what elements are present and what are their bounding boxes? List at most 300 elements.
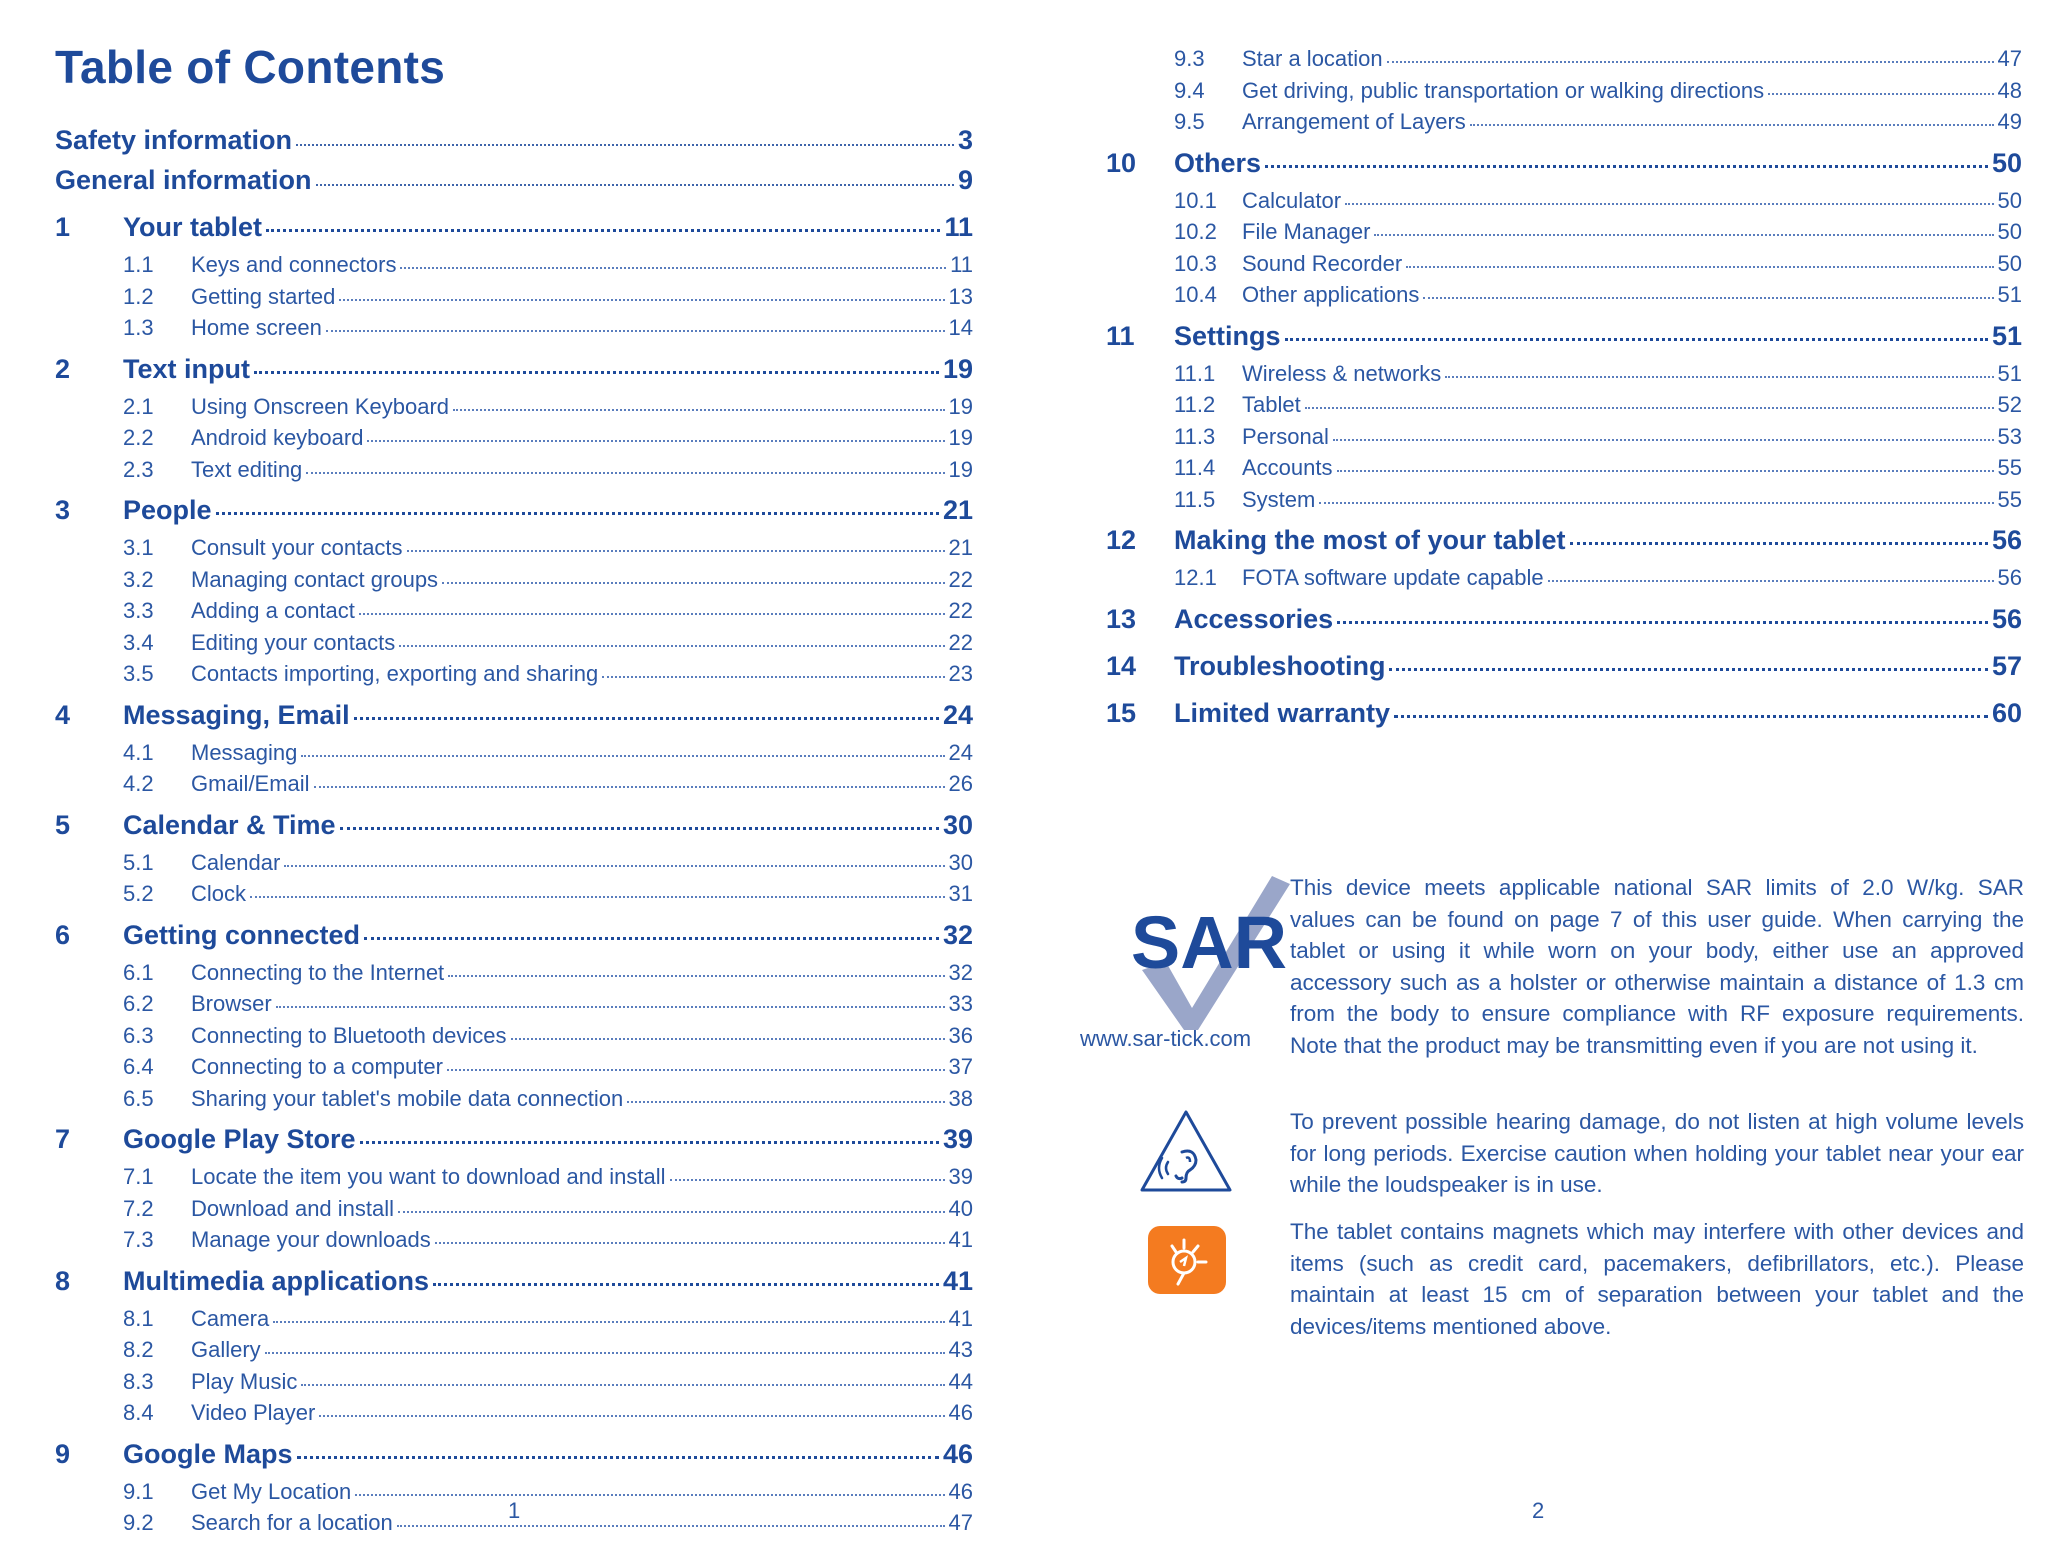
toc-page-number: 50: [1997, 219, 2022, 244]
toc-section-title: Editing your contacts: [191, 629, 396, 655]
toc-section-title: Video Player: [191, 1400, 316, 1425]
toc-section-title: Consult your contacts: [191, 535, 403, 560]
toc-section-number: 10.4: [1174, 282, 1217, 307]
toc-page-number: 60: [1991, 697, 2022, 728]
toc-page-number: 56: [1991, 525, 2022, 555]
toc-subsection-row[interactable]: [55, 598, 973, 630]
toc-page-number: 22: [948, 598, 973, 623]
toc-section-title: Manage your downloads: [191, 1227, 431, 1252]
toc-section-number: 10: [1106, 147, 1137, 178]
toc-subsection-row[interactable]: [55, 1369, 973, 1401]
toc-section-title: Calculator: [1242, 187, 1342, 213]
sar-logo-text: SAR: [1130, 901, 1288, 984]
toc-leader-dots: [340, 826, 939, 830]
toc-chapter-row[interactable]: [55, 1124, 973, 1164]
toc-section-title: Google Maps: [123, 1438, 293, 1469]
toc-leader-dots: [1548, 579, 1994, 582]
toc-leader-dots: [297, 1455, 939, 1459]
toc-subsection-row[interactable]: [1106, 188, 2022, 220]
toc-page-number: 14: [948, 315, 973, 340]
toc-section-title: Star a location: [1242, 46, 1383, 71]
toc-page-number: 11: [950, 252, 973, 277]
toc-section-title: Download and install: [191, 1195, 395, 1221]
toc-page-number: 3: [957, 125, 973, 155]
toc-leader-dots: [1768, 92, 1993, 95]
toc-leader-dots: [301, 754, 944, 757]
toc-leader-dots: [276, 1005, 945, 1008]
toc-subsection-row[interactable]: [55, 394, 973, 426]
toc-page-number: 50: [1997, 250, 2022, 276]
toc-section-title: Search for a location: [191, 1510, 393, 1535]
toc-leader-dots: [1345, 202, 1993, 205]
toc-section-number: 10.1: [1174, 187, 1217, 213]
toc-section-number: 8.4: [123, 1400, 154, 1425]
toc-subsection-row[interactable]: [55, 1164, 973, 1196]
toc-section-number: 5.1: [123, 849, 154, 875]
toc-page-number: 9: [957, 165, 973, 195]
toc-leader-dots: [326, 329, 945, 332]
toc-chapter-row[interactable]: [1106, 604, 2022, 644]
toc-subsection-row[interactable]: [55, 960, 973, 992]
toc-section-title: Home screen: [191, 315, 322, 340]
toc-section-title: Settings: [1174, 320, 1281, 351]
toc-leader-dots: [398, 1210, 944, 1213]
toc-page-number: 21: [948, 535, 973, 560]
toc-subsection-row[interactable]: [1106, 487, 2022, 519]
toc-section-number: 2: [55, 353, 71, 384]
toc-chapter-row[interactable]: [1106, 698, 2022, 738]
toc-chapter-row[interactable]: [55, 212, 973, 252]
toc-chapter-row[interactable]: [55, 354, 973, 394]
toc-page-number: 53: [1997, 423, 2022, 449]
toc-section-title: Text editing: [191, 456, 303, 482]
toc-page-number: 13: [948, 283, 973, 309]
toc-page-number: 57: [1991, 650, 2022, 681]
toc-section-number: 11.3: [1174, 423, 1216, 449]
hearing-warning-icon: [1138, 1108, 1234, 1194]
toc-section-number: 3.4: [123, 629, 154, 655]
toc-leader-dots: [354, 716, 939, 720]
toc-section-title: Sound Recorder: [1242, 250, 1403, 276]
toc-leader-dots: [1389, 667, 1987, 671]
toc-section-title: Connecting to Bluetooth devices: [191, 1022, 507, 1048]
toc-subsection-row[interactable]: [1106, 109, 2022, 141]
toc-page-number: 51: [1997, 360, 2022, 386]
toc-section-number: 1.2: [123, 283, 154, 309]
toc-subsection-row[interactable]: [1106, 565, 2022, 597]
toc-leader-dots: [397, 1524, 945, 1527]
toc-section-number: 10.3: [1174, 250, 1217, 276]
toc-section-number: 12.1: [1174, 565, 1217, 590]
toc-leader-dots: [1374, 233, 1993, 236]
toc-section-number: 9.1: [123, 1478, 154, 1504]
toc-page-number: 19: [948, 393, 973, 419]
page-number: 2: [1532, 1498, 1545, 1523]
toc-chapter-row[interactable]: [55, 495, 973, 535]
toc-subsection-row[interactable]: [55, 457, 973, 489]
right-page: [1024, 0, 2048, 1563]
toc-subsection-row[interactable]: [55, 850, 973, 882]
toc-section-title: Adding a contact: [191, 598, 355, 623]
toc-chapter-row[interactable]: [55, 1266, 973, 1306]
toc-section-title: Messaging, Email: [123, 699, 350, 730]
toc-leader-dots: [1285, 337, 1988, 341]
toc-subsection-row[interactable]: [55, 535, 973, 567]
toc-leader-dots: [448, 974, 944, 977]
toc-section-number: 9.2: [123, 1510, 154, 1535]
page-title: Table of Contents: [55, 41, 446, 93]
toc-leader-dots: [1423, 296, 1993, 299]
toc-leader-dots: [367, 439, 944, 442]
toc-section-title: Sharing your tablet's mobile data connection: [191, 1085, 624, 1111]
toc-section-number: 1.1: [123, 252, 154, 277]
toc-section-title: Managing contact groups: [191, 566, 439, 592]
toc-page-number: 11: [944, 212, 973, 242]
toc-page-number: 32: [942, 919, 973, 950]
toc-section-number: 8.1: [123, 1305, 154, 1331]
toc-section-title: Connecting to the Internet: [191, 959, 445, 985]
toc-leader-dots: [1394, 714, 1988, 718]
toc-section-number: 6.1: [123, 959, 154, 985]
toc-section-number: 5.2: [123, 881, 154, 906]
toc-page-number: 46: [948, 1478, 973, 1504]
toc-section-number: 6.2: [123, 991, 154, 1016]
hearing-notice: To prevent possible hearing damage, do not listen at high volume levels for long periods. Exercise caution when holding your tablet near your ear while the loudspeaker is in use.: [1290, 1109, 2024, 1197]
toc-section-title: Your tablet: [123, 212, 263, 242]
toc-subsection-row[interactable]: [55, 425, 973, 457]
toc-leader-dots: [339, 298, 944, 301]
toc-chapter-row[interactable]: [55, 700, 973, 740]
toc-section-number: 15: [1106, 697, 1137, 728]
toc-leader-dots: [250, 895, 945, 898]
toc-page-number: 23: [948, 661, 973, 686]
toc-section-title: Using Onscreen Keyboard: [191, 393, 450, 419]
toc-subsection-row[interactable]: [55, 771, 973, 803]
toc-subsection-row[interactable]: [1106, 251, 2022, 283]
toc-leader-dots: [453, 408, 944, 411]
toc-section-number: 7.3: [123, 1227, 154, 1252]
toc-page-number: 55: [1997, 486, 2022, 512]
toc-page-number: 50: [1991, 147, 2022, 178]
toc-section-number: 11.5: [1174, 486, 1216, 512]
toc-section-number: 11.2: [1174, 392, 1216, 417]
toc-section-title: Calendar: [191, 849, 281, 875]
toc-leader-dots: [447, 1068, 945, 1071]
toc-chapter-row[interactable]: [1106, 321, 2022, 361]
toc-page-number: 33: [948, 991, 973, 1016]
toc-page-number: 46: [948, 1400, 973, 1425]
toc-section-title: Safety information: [55, 125, 293, 155]
toc-leader-dots: [433, 1282, 939, 1286]
toc-page-number: 24: [948, 739, 973, 765]
toc-chapter-row[interactable]: [55, 1439, 973, 1479]
toc-leader-dots: [1337, 620, 1988, 624]
toc-leader-dots: [1445, 375, 1993, 378]
toc-chapter-row[interactable]: [55, 920, 973, 960]
toc-subsection-row[interactable]: [1106, 282, 2022, 314]
toc-subsection-row[interactable]: [55, 661, 973, 693]
toc-page-number: 51: [1997, 282, 2022, 307]
toc-section-title: People: [123, 495, 212, 525]
toc-section-number: 8: [55, 1265, 71, 1296]
toc-page-number: 19: [948, 456, 973, 482]
toc-section-title: Get My Location: [191, 1478, 352, 1504]
toc-section-number: 9.5: [1174, 109, 1205, 134]
toc-leader-dots: [216, 511, 939, 515]
toc-subsection-row[interactable]: [55, 991, 973, 1023]
toc-subsection-row[interactable]: [1106, 46, 2022, 78]
toc-leader-dots: [1333, 438, 1994, 441]
toc-section-number: 4.1: [123, 739, 154, 765]
toc-section-number: 6: [55, 919, 71, 950]
toc-chapter-row[interactable]: [1106, 148, 2022, 188]
toc-page-number: 51: [1991, 320, 2022, 351]
toc-section-title: Android keyboard: [191, 425, 364, 450]
toc-leader-dots: [1406, 265, 1993, 268]
toc-page-number: 49: [1997, 109, 2022, 134]
toc-subsection-row[interactable]: [55, 315, 973, 347]
toc-section-number: 7.2: [123, 1195, 154, 1221]
toc-section-title: Accessories: [1174, 603, 1334, 634]
toc-page-number: 52: [1997, 392, 2022, 417]
toc-section-number: 9: [55, 1438, 71, 1469]
toc-section-title: Google Play Store: [123, 1124, 356, 1154]
toc-list-left: [55, 125, 973, 1542]
toc-page-number: 46: [942, 1438, 973, 1469]
toc-section-title: Play Music: [191, 1368, 298, 1394]
toc-section-number: 2.3: [123, 456, 154, 482]
toc-leader-dots: [306, 471, 944, 474]
toc-subsection-row[interactable]: [1106, 455, 2022, 487]
toc-subsection-row[interactable]: [55, 1306, 973, 1338]
toc-section-title: Limited warranty: [1174, 697, 1391, 728]
toc-page-number: 40: [948, 1195, 973, 1221]
toc-section-number: 11.1: [1174, 360, 1216, 386]
toc-page-number: 31: [948, 881, 973, 906]
toc-page-number: 39: [948, 1164, 973, 1189]
toc-leader-dots: [407, 549, 945, 552]
toc-page-number: 56: [1991, 603, 2022, 634]
toc-leader-dots: [296, 143, 954, 146]
toc-section-number: 9.4: [1174, 77, 1205, 103]
toc-section-title: Getting connected: [123, 919, 361, 950]
toc-chapter-row[interactable]: [55, 810, 973, 850]
toc-leader-dots: [435, 1241, 945, 1244]
toc-page-number: 22: [948, 629, 973, 655]
toc-leader-dots: [359, 612, 945, 615]
toc-section-number: 8.2: [123, 1337, 154, 1362]
toc-section-title: File Manager: [1242, 219, 1371, 244]
toc-page-number: 50: [1997, 187, 2022, 213]
toc-leader-dots: [1305, 406, 1994, 409]
toc-section-number: 3.5: [123, 661, 154, 686]
toc-subsection-row[interactable]: [1106, 219, 2022, 251]
toc-section-number: 4.2: [123, 771, 154, 796]
toc-page-number: 37: [948, 1054, 973, 1079]
toc-page-number: 38: [948, 1085, 973, 1111]
toc-page-number: 48: [1997, 77, 2022, 103]
toc-section-number: 14: [1106, 650, 1137, 681]
toc-leader-dots: [319, 1414, 944, 1417]
toc-section-title: Accounts: [1242, 455, 1333, 480]
sar-url: www.sar-tick.com: [1080, 1026, 1252, 1051]
toc-list-right: [1106, 46, 2022, 738]
toc-section-number: 1.3: [123, 315, 154, 340]
toc-subsection-row[interactable]: [55, 284, 973, 316]
toc-leader-dots: [273, 1320, 944, 1323]
toc-leader-dots: [400, 266, 946, 269]
toc-section-title: Personal: [1242, 423, 1329, 449]
magnet-notice: The tablet contains magnets which may interfere with other devices and items (such as credit card, pacemakers, defibrillators, etc.). Please maintain at least 15 cm of separation between your tablet and the devices/items mentioned above.: [1290, 1219, 2024, 1339]
toc-leader-dots: [265, 1351, 945, 1354]
toc-subsection-row[interactable]: [55, 252, 973, 284]
toc-leader-dots: [627, 1100, 944, 1103]
toc-leader-dots: [284, 864, 944, 867]
toc-page-number: 30: [948, 849, 973, 875]
toc-section-number: 6.4: [123, 1054, 154, 1079]
toc-chapter-row[interactable]: [55, 165, 973, 205]
toc-leader-dots: [301, 1383, 944, 1386]
toc-leader-dots: [314, 785, 945, 788]
toc-section-title: Tablet: [1242, 392, 1301, 417]
toc-page-number: 39: [942, 1124, 973, 1154]
toc-section-title: Connecting to a computer: [191, 1054, 443, 1079]
toc-section-number: 3: [55, 495, 71, 525]
toc-page-number: 30: [942, 809, 973, 840]
toc-leader-dots: [254, 370, 939, 374]
toc-section-title: Wireless & networks: [1242, 360, 1442, 386]
toc-section-number: 11.4: [1174, 455, 1216, 480]
toc-page-number: 19: [948, 425, 973, 450]
toc-section-title: System: [1242, 486, 1316, 512]
toc-section-title: FOTA software update capable: [1242, 565, 1544, 590]
toc-section-title: Camera: [191, 1305, 270, 1331]
toc-section-number: 1: [55, 212, 71, 242]
toc-section-title: Gmail/Email: [191, 771, 310, 796]
toc-section-title: Arrangement of Layers: [1242, 109, 1466, 134]
toc-page-number: 24: [942, 699, 973, 730]
toc-page-number: 36: [948, 1022, 973, 1048]
toc-page-number: 47: [948, 1510, 973, 1535]
toc-section-number: 7.1: [123, 1164, 154, 1189]
toc-section-number: 4: [55, 699, 71, 730]
toc-subsection-row[interactable]: [55, 1400, 973, 1432]
toc-leader-dots: [1470, 123, 1994, 126]
toc-leader-dots: [266, 228, 940, 232]
toc-subsection-row[interactable]: [55, 1337, 973, 1369]
toc-chapter-row[interactable]: [55, 125, 973, 165]
sar-notice: This device meets applicable national SAR limits of 2.0 W/kg. SAR values can be found on page 7 of this user guide. When carrying the tablet or using it while worn on your body, either use an approved accessory such as a holster or otherwise maintain a distance of 1.3 cm from the body to ensure compliance with RF exposure requirements. Note that the product may be transmitting even if you are not using it.: [1290, 875, 2024, 1058]
toc-page-number: 19: [942, 353, 973, 384]
toc-leader-dots: [1387, 60, 1994, 63]
magnet-warning-icon: [1146, 1224, 1228, 1296]
toc-section-title: Gallery: [191, 1337, 261, 1362]
toc-leader-dots: [670, 1178, 945, 1181]
toc-chapter-row[interactable]: [1106, 651, 2022, 691]
toc-section-title: Clock: [191, 881, 247, 906]
toc-section-title: Making the most of your tablet: [1174, 525, 1566, 555]
toc-subsection-row[interactable]: [55, 567, 973, 599]
toc-leader-dots: [355, 1493, 944, 1496]
toc-section-title: Browser: [191, 991, 272, 1016]
toc-section-number: 5: [55, 809, 71, 840]
toc-subsection-row[interactable]: [1106, 361, 2022, 393]
toc-leader-dots: [602, 675, 944, 678]
toc-page-number: 41: [948, 1227, 973, 1252]
toc-section-number: 2.2: [123, 425, 154, 450]
toc-leader-dots: [364, 936, 939, 940]
toc-section-title: Getting started: [191, 283, 336, 309]
toc-section-title: Multimedia applications: [123, 1265, 430, 1296]
toc-page-number: 56: [1997, 565, 2022, 590]
toc-leader-dots: [1337, 469, 1994, 472]
toc-subsection-row[interactable]: [55, 1054, 973, 1086]
toc-page-number: 47: [1997, 46, 2022, 71]
toc-subsection-row[interactable]: [1106, 392, 2022, 424]
toc-leader-dots: [399, 644, 944, 647]
toc-subsection-row[interactable]: [55, 630, 973, 662]
toc-page-number: 26: [948, 771, 973, 796]
toc-page-number: 44: [948, 1368, 973, 1394]
toc-subsection-row[interactable]: [55, 1086, 973, 1118]
toc-page-number: 21: [942, 495, 973, 525]
toc-leader-dots: [360, 1140, 939, 1144]
toc-section-number: 6.5: [123, 1085, 154, 1111]
toc-section-number: 3.3: [123, 598, 154, 623]
toc-section-number: 8.3: [123, 1368, 154, 1394]
toc-section-number: 3.1: [123, 535, 154, 560]
toc-leader-dots: [511, 1037, 945, 1040]
toc-subsection-row[interactable]: [1106, 424, 2022, 456]
toc-section-number: 2.1: [123, 393, 154, 419]
toc-page-number: 41: [948, 1305, 973, 1331]
toc-leader-dots: [316, 183, 954, 186]
toc-subsection-row[interactable]: [1106, 78, 2022, 110]
toc-subsection-row[interactable]: [55, 1227, 973, 1259]
toc-page-number: 22: [948, 566, 973, 592]
toc-page-number: 55: [1997, 455, 2022, 480]
toc-chapter-row[interactable]: [1106, 525, 2022, 565]
toc-section-title: Other applications: [1242, 282, 1420, 307]
toc-subsection-row[interactable]: [55, 1196, 973, 1228]
toc-section-number: 6.3: [123, 1022, 154, 1048]
toc-leader-dots: [1570, 541, 1988, 545]
toc-section-title: Messaging: [191, 739, 298, 765]
toc-section-title: Keys and connectors: [191, 252, 397, 277]
toc-section-title: Calendar & Time: [123, 809, 336, 840]
toc-section-title: Contacts importing, exporting and sharing: [191, 661, 599, 686]
sar-logo: [1114, 870, 1304, 1035]
toc-leader-dots: [442, 581, 944, 584]
toc-page-number: 43: [948, 1337, 973, 1362]
toc-subsection-row[interactable]: [55, 881, 973, 913]
toc-section-title: Get driving, public transportation or walking directions: [1242, 77, 1765, 103]
toc-subsection-row[interactable]: [55, 1023, 973, 1055]
toc-page-number: 41: [942, 1265, 973, 1296]
toc-leader-dots: [1265, 164, 1988, 168]
toc-section-title: Troubleshooting: [1174, 650, 1386, 681]
toc-section-title: General information: [55, 165, 312, 195]
toc-section-number: 10.2: [1174, 219, 1217, 244]
toc-section-title: Others: [1174, 147, 1262, 178]
toc-subsection-row[interactable]: [55, 740, 973, 772]
toc-section-number: 12: [1106, 525, 1137, 555]
toc-section-number: 9.3: [1174, 46, 1205, 71]
toc-leader-dots: [1319, 501, 1993, 504]
toc-section-title: Text input: [123, 353, 250, 384]
toc-section-number: 13: [1106, 603, 1137, 634]
toc-section-number: 3.2: [123, 566, 154, 592]
